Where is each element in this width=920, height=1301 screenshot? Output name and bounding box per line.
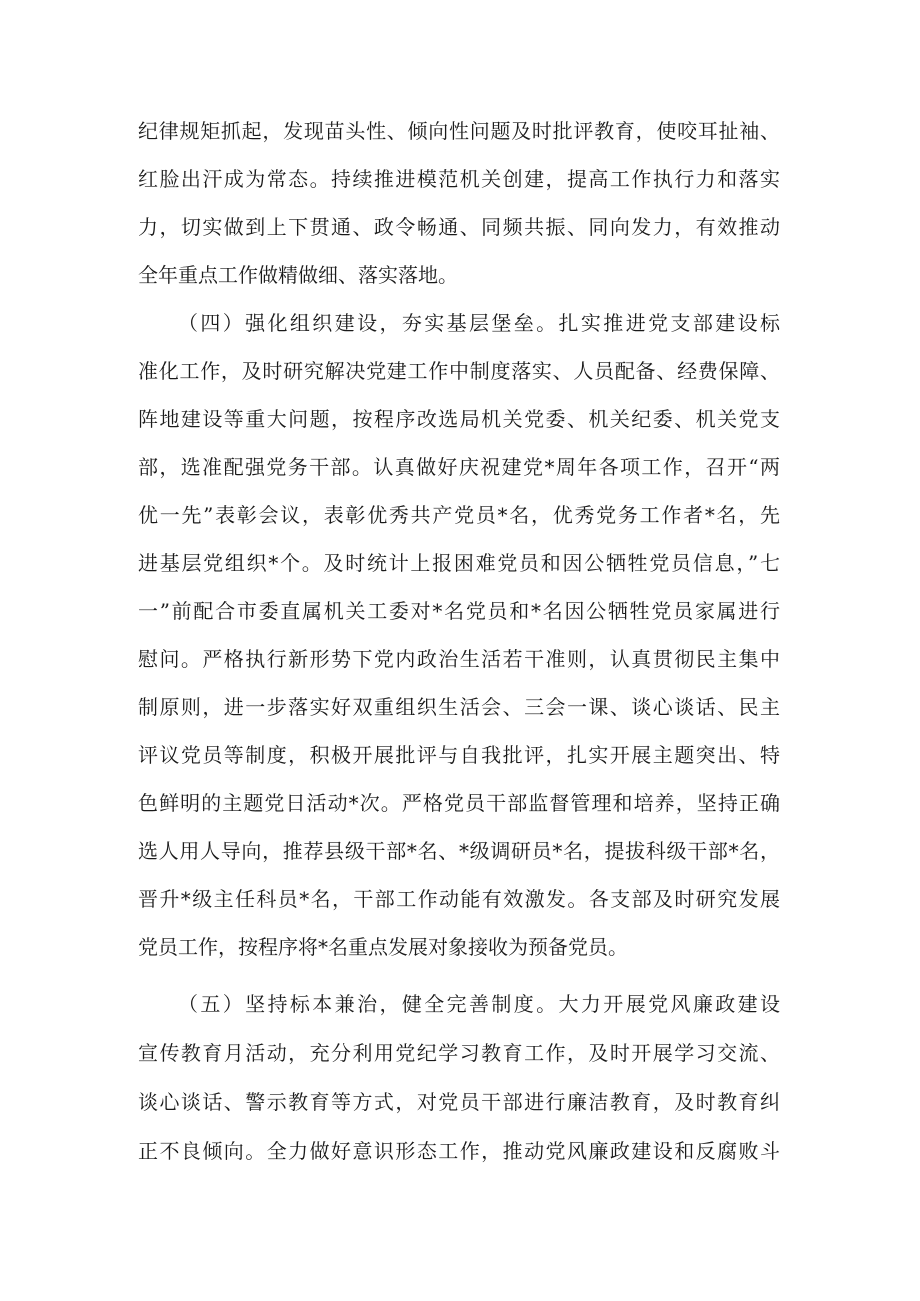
text-line [0, 253, 920, 297]
line-text: 宣传教育月活动，充分利用党纪学习教育工作，及时开展学习交流、 [138, 1041, 780, 1065]
line-text: 准化工作，及时研究解决党建工作中制度落实、人员配备、经费保障、 [138, 359, 780, 383]
line-text: 全年重点工作做精做细、落实落地。 [138, 263, 458, 287]
text-line [0, 541, 920, 585]
line-text: 谈心谈话、警示教育等方式，对党员干部进行廉洁教育，及时教育纠 [138, 1090, 780, 1114]
text-line [0, 637, 920, 681]
line-text: 红脸出汗成为常态。持续推进模范机关创建，提高工作执行力和落实 [138, 167, 780, 191]
text-line [0, 1080, 920, 1124]
text-line [0, 925, 920, 969]
line-text: 一”前配合市委直属机关工委对*名党员和*名因公牺牲党员家属进行 [138, 599, 780, 623]
text-line [0, 397, 920, 441]
line-text: 优一先”表彰会议，表彰优秀共产党员*名，优秀党务工作者*名，先 [138, 503, 780, 527]
text-line [0, 109, 920, 153]
text-line [0, 1129, 920, 1173]
text-line [0, 349, 920, 393]
line-text: 党员工作，按程序将*名重点发展对象接收为预备党员。 [138, 935, 628, 959]
line-text: 正不良倾向。全力做好意识形态工作，推动党风廉政建设和反腐败斗 [138, 1139, 780, 1163]
line-text: （四）强化组织建设，夯实基层堡垒。扎实推进党支部建设标 [178, 311, 780, 335]
text-line [0, 445, 920, 489]
text-line [0, 493, 920, 537]
line-text: （五）坚持标本兼治，健全完善制度。大力开展党风廉政建设 [178, 992, 780, 1016]
text-line [0, 829, 920, 873]
line-text: 慰问。严格执行新形势下党内政治生活若干准则，认真贯彻民主集中 [138, 647, 780, 671]
line-text: 色鲜明的主题党日活动*次。严格党员干部监督管理和培养，坚持正确 [138, 791, 780, 815]
line-text: 力，切实做到上下贯通、政令畅通、同频共振、同向发力，有效推动 [138, 215, 780, 239]
line-text: 晋升*级主任科员*名，干部工作动能有效激发。各支部及时研究发展 [138, 887, 780, 911]
line-text: 进基层党组织*个。及时统计上报困难党员和因公牺牲党员信息，”七 [138, 551, 780, 575]
text-line [0, 589, 920, 633]
line-text: 制原则，进一步落实好双重组织生活会、三会一课、谈心谈话、民主 [138, 695, 780, 719]
text-line [0, 733, 920, 777]
text-line [0, 877, 920, 921]
line-text: 评议党员等制度，积极开展批评与自我批评，扎实开展主题突出、特 [138, 743, 780, 767]
line-text: 部，选准配强党务干部。认真做好庆祝建党*周年各项工作，召开“两 [138, 455, 780, 479]
paragraph-heading-line [0, 301, 920, 345]
line-text: 纪律规矩抓起，发现苗头性、倾向性问题及时批评教育，使咬耳扯袖、 [138, 119, 780, 143]
text-line [0, 1031, 920, 1075]
text-line [0, 781, 920, 825]
text-line [0, 685, 920, 729]
text-line [0, 205, 920, 249]
paragraph-heading-line [0, 982, 920, 1026]
line-text: 阵地建设等重大问题，按程序改选局机关党委、机关纪委、机关党支 [138, 407, 780, 431]
text-line [0, 157, 920, 201]
line-text: 选人用人导向，推荐县级干部*名、*级调研员*名，提拔科级干部*名， [138, 839, 780, 863]
